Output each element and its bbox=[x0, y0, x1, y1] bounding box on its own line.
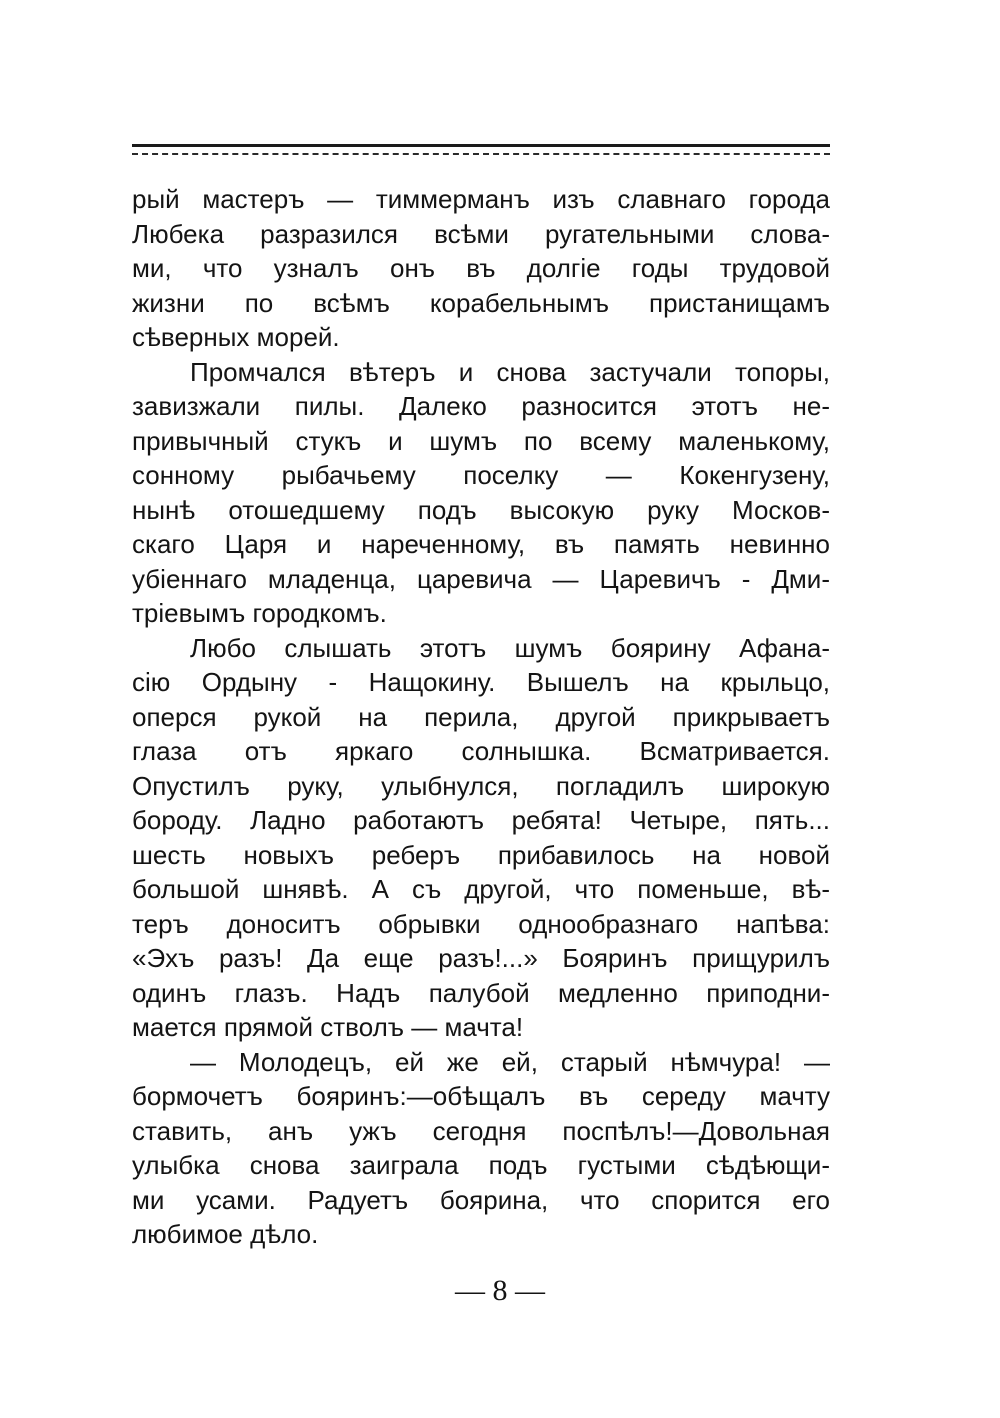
text-line: — Молодецъ, ей же ей, старый нѣмчура! — bbox=[190, 1046, 830, 1077]
text-line: бороду. Ладно работаютъ ребята! Четыре, пять... bbox=[132, 805, 830, 835]
text-line: большой шнявѣ. А съ другой, что поменьше, вѣ- bbox=[132, 874, 830, 904]
text-line: шесть новыхъ реберъ прибавилось на новой bbox=[132, 839, 830, 870]
text-line: жизни по всѣмъ корабельнымъ пристанищамъ bbox=[132, 287, 830, 318]
text-line: скаго Царя и нареченному, въ память невинно bbox=[132, 529, 830, 559]
page-number: — 8 — bbox=[455, 1274, 545, 1307]
text-line: теръ доноситъ обрывки однообразнаго напѣва: bbox=[132, 908, 830, 939]
text-line: сѣверных морей. bbox=[132, 322, 340, 352]
text-line: завизжали пилы. Далеко разносится этотъ не- bbox=[132, 391, 830, 421]
text-line: Любека разразился всѣми ругательными слова- bbox=[132, 218, 830, 249]
text-line: Любо слышать этотъ шумъ боярину Афана- bbox=[190, 632, 830, 663]
body-text bbox=[132, 182, 830, 1252]
text-line: Промчался вѣтеръ и снова застучали топоры, bbox=[190, 356, 830, 387]
text-line: рый мастеръ — тиммерманъ изъ славнаго города bbox=[132, 184, 830, 214]
text-line: любимое дѣло. bbox=[132, 1219, 319, 1249]
text-line: мается прямой стволъ — мачта! bbox=[132, 1012, 524, 1042]
text-line: тріевымъ городкомъ. bbox=[132, 598, 387, 628]
text-line: «Эхъ разъ! Да еще разъ!...» Бояринъ прищурилъ bbox=[132, 943, 830, 973]
text-line: Опустилъ руку, улыбнулся, погладилъ широкую bbox=[132, 770, 830, 801]
text-line: сонному рыбачьему поселку — Кокенгузену, bbox=[132, 460, 830, 490]
text-line: глаза отъ яркаго солнышка. Всматривается. bbox=[132, 736, 830, 766]
text-line: бормочетъ бояринъ:—обѣщалъ въ середу мачту bbox=[132, 1081, 830, 1111]
text-line: ми, что узналъ онъ въ долгіе годы трудовой bbox=[132, 253, 830, 283]
text-line: нынѣ отошедшему подъ высокую руку Москов- bbox=[132, 494, 830, 525]
text-line: улыбка снова заиграла подъ густыми сѣдѣющи- bbox=[132, 1150, 830, 1180]
text-line: ставить, анъ ужъ сегодня поспѣлъ!—Довольная bbox=[132, 1115, 830, 1146]
text-line: сію Ордыну - Нащокину. Вышелъ на крыльцо, bbox=[132, 667, 830, 697]
text-line: оперся рукой на перила, другой прикрываетъ bbox=[132, 701, 830, 732]
text-line: одинъ глазъ. Надъ палубой медленно приподни- bbox=[132, 977, 830, 1008]
header-rule bbox=[132, 144, 830, 147]
text-line: убіеннаго младенца, царевича — Царевичъ - Дми- bbox=[132, 563, 830, 594]
text-line: ми усами. Радуетъ боярина, что спорится его bbox=[132, 1184, 830, 1215]
header-rule-dashed bbox=[132, 153, 830, 155]
text-line: привычный стукъ и шумъ по всему маленькому, bbox=[132, 425, 830, 456]
